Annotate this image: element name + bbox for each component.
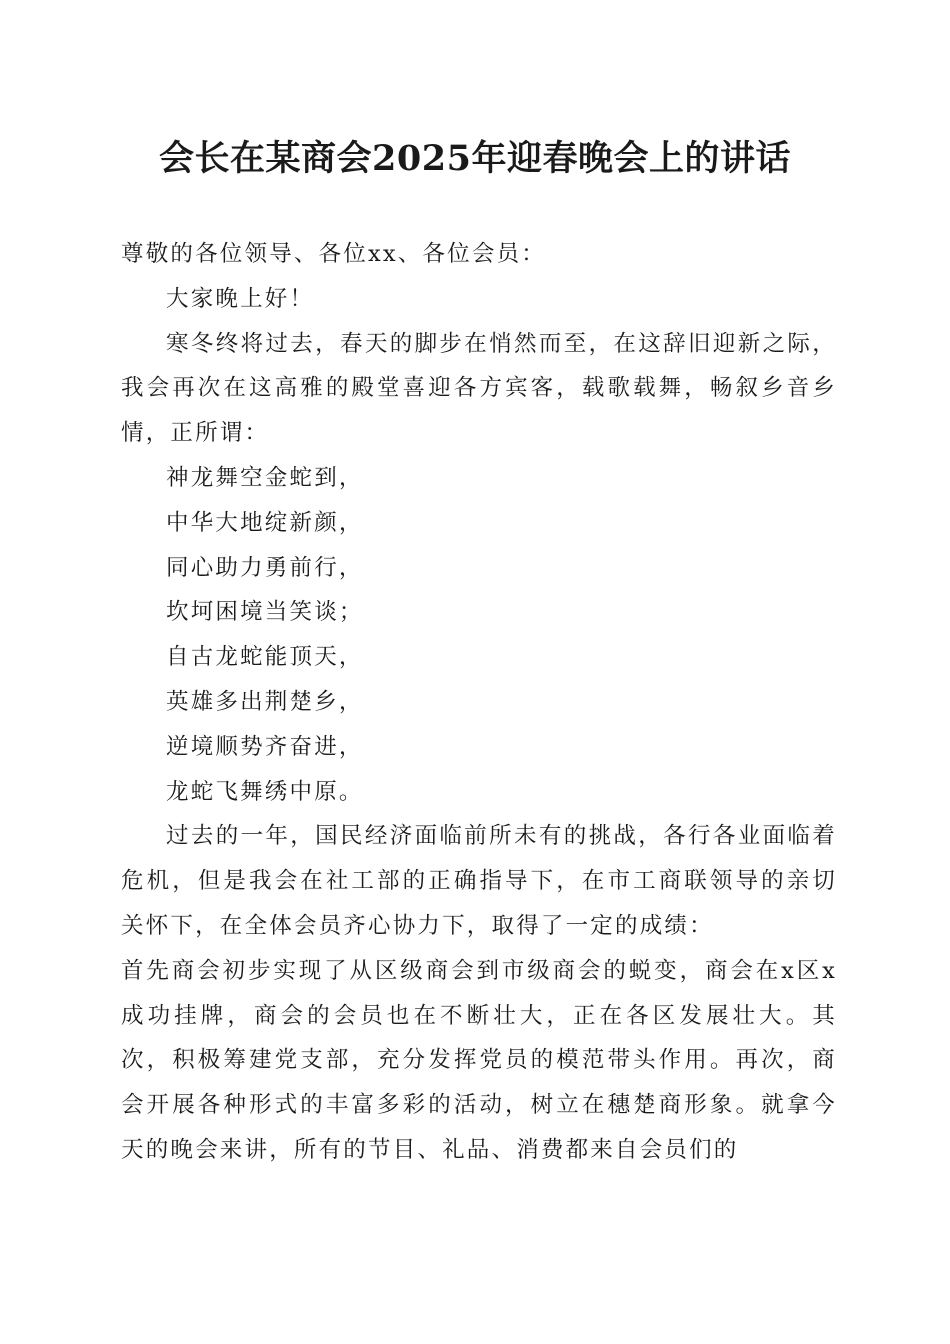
poem-line: 坎坷困境当笑谈； [166,599,364,626]
poem-line: 自古龙蛇能顶天， [166,644,364,671]
greeting: 大家晚上好！ [166,285,315,312]
poem-line: 中华大地绽新颜， [166,509,364,536]
salutation: 尊敬的各位领导、各位xx、各位会员： [121,241,546,267]
paragraph-review: 过去的一年，国民经济面临前所未有的挑战，各行各业面临着危机，但是我会在社工部的正确指导下，在市工商联领导的亲切关怀下，在全体会员齐心协力下，取得了一定的成绩： [121,823,837,939]
document-title: 会长在某商会2025年迎春晚会上的讲话 [159,138,791,179]
paragraph-intro: 寒冬终将过去，春天的脚步在悄然而至，在这辞旧迎新之际，我会再次在这高雅的殿堂喜迎各方宾客，载歌载舞，畅叙乡音乡情，正所谓： [121,330,837,447]
poem-line: 英雄多出荆楚乡， [166,688,364,715]
poem-line: 神龙舞空金蛇到， [166,464,364,491]
paragraph-achievements: 首先商会初步实现了从区级商会到市级商会的蜕变，商会在x区x成功挂牌，商会的会员也在不断壮大，正在各区发展壮大。其次，积极筹建党支部，充分发挥党员的模范带头作用。再次，商会开展各种形式的丰富多彩的活动，树立在穗楚商形象。就拿今天的晚会来讲，所有的节目、礼品、消费都来自会员们的 [121,957,837,1163]
poem-line: 龙蛇飞舞绣中原。 [166,778,364,805]
poem-line: 同心助力勇前行， [166,554,364,581]
document-body [121,232,837,1173]
poem-line: 逆境顺势齐奋进， [166,733,364,760]
poem [121,456,837,814]
